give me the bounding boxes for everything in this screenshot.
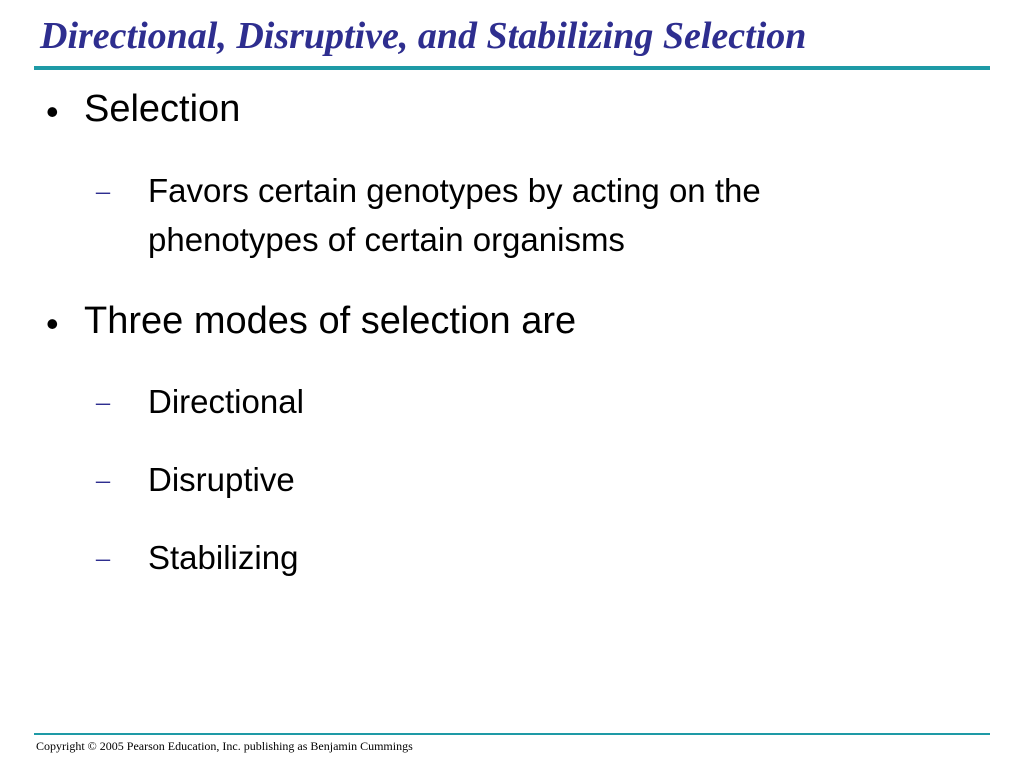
sub-bullet-text-stabilizing: Stabilizing [148, 539, 299, 576]
slide-title: Directional, Disruptive, and Stabilizing Selection [40, 15, 807, 57]
sub-bullet-text-favors-line1: Favors certain genotypes by acting on the [148, 172, 761, 209]
dash-icon: – [96, 543, 110, 574]
dash-icon: – [96, 387, 110, 418]
bullet-text-three-modes: Three modes of selection are [84, 300, 577, 342]
sub-bullet-text-disruptive: Disruptive [148, 461, 295, 498]
copyright-footer: Copyright © 2005 Pearson Education, Inc. publishing as Benjamin Cummings [36, 739, 413, 753]
bullet-icon: • [46, 303, 59, 344]
dash-icon: – [96, 176, 110, 207]
sub-bullet-text-favors-line2: phenotypes of certain organisms [148, 221, 625, 258]
footer-rule [34, 733, 990, 735]
bullet-text-selection: Selection [84, 88, 241, 130]
bullet-icon: • [46, 91, 59, 132]
sub-bullet-text-directional: Directional [148, 383, 304, 420]
dash-icon: – [96, 465, 110, 496]
